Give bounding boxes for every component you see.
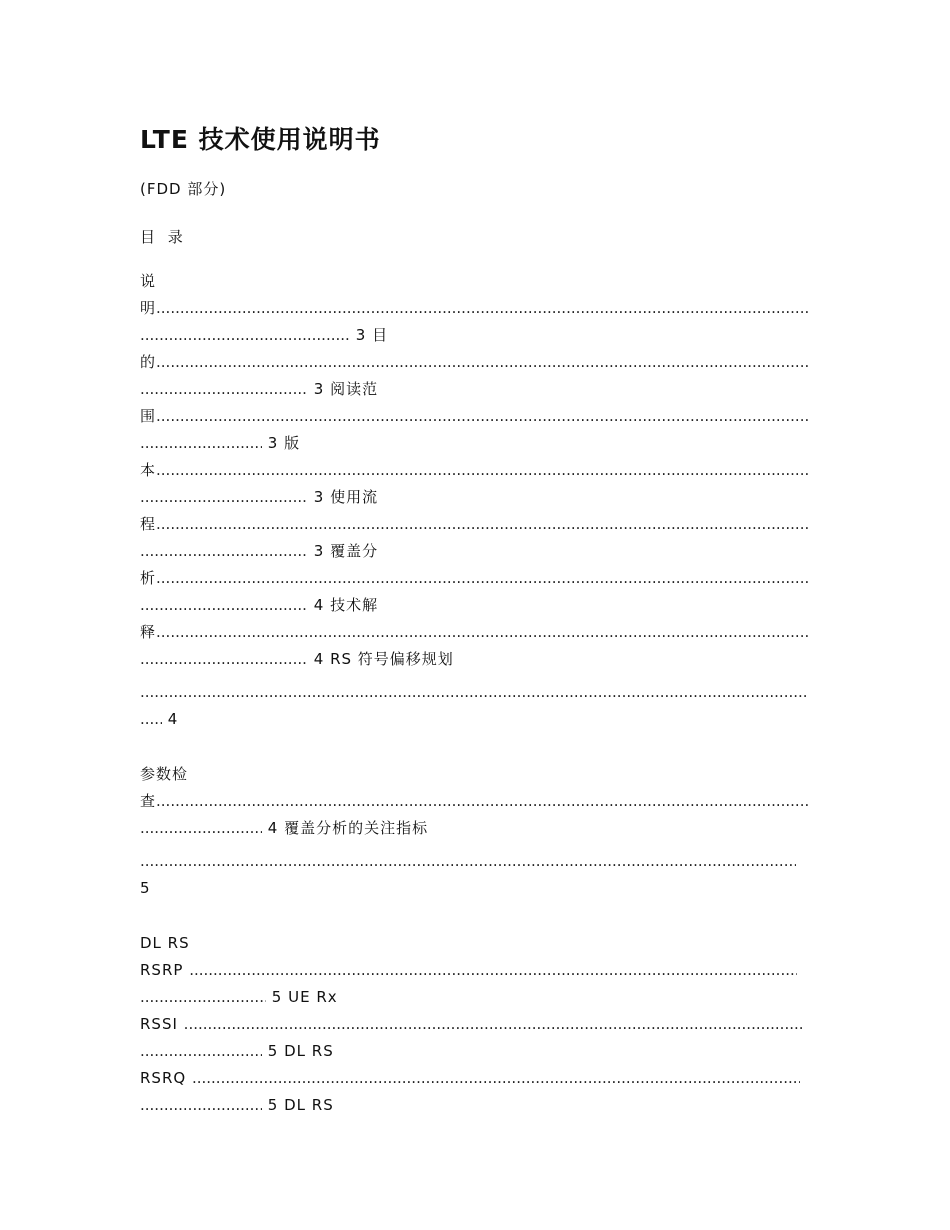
dot-leader xyxy=(140,646,308,673)
toc-line xyxy=(140,1011,810,1038)
toc-line xyxy=(140,403,810,430)
dot-leader xyxy=(156,349,808,376)
toc-line xyxy=(140,1065,810,1092)
toc-line xyxy=(140,646,810,673)
toc-text: 3 使用流 xyxy=(313,488,379,506)
toc-line xyxy=(140,788,810,815)
toc-line xyxy=(140,706,810,733)
dot-leader xyxy=(156,403,808,430)
toc-text: 3 版 xyxy=(267,434,301,452)
toc-line xyxy=(140,984,810,1011)
toc-line xyxy=(140,484,810,511)
toc-text: 5 xyxy=(140,879,151,897)
toc-text: 本 xyxy=(140,461,157,479)
toc-line xyxy=(140,322,810,349)
document-subtitle: (FDD 部分) xyxy=(140,180,227,198)
dot-leader xyxy=(156,565,808,592)
toc-line xyxy=(140,349,810,376)
spacer xyxy=(140,902,810,930)
dot-leader xyxy=(140,679,808,706)
dot-leader xyxy=(140,322,350,349)
toc-line xyxy=(140,761,810,788)
toc-line xyxy=(140,619,810,646)
toc-text: 程 xyxy=(140,515,157,533)
table-of-contents xyxy=(140,268,810,1119)
document-title: LTE 技术使用说明书 xyxy=(140,125,381,154)
dot-leader xyxy=(184,1011,802,1038)
toc-text: 4 技术解 xyxy=(313,596,379,614)
toc-line xyxy=(140,268,810,295)
toc-text: 5 DL RS xyxy=(267,1042,334,1060)
dot-leader xyxy=(140,1038,262,1065)
toc-text: 5 UE Rx xyxy=(271,988,338,1006)
toc-text: 说 xyxy=(140,272,157,290)
dot-leader xyxy=(140,815,262,842)
toc-text: 3 覆盖分 xyxy=(313,542,379,560)
toc-text: 参数检 xyxy=(140,765,189,783)
toc-text: RSRP xyxy=(140,961,184,979)
toc-line xyxy=(140,430,810,457)
toc-text: 5 DL RS xyxy=(267,1096,334,1114)
spacer xyxy=(140,733,810,761)
dot-leader xyxy=(192,1065,800,1092)
toc-line xyxy=(140,511,810,538)
toc-text: 4 覆盖分析的关注指标 xyxy=(267,819,429,837)
toc-line xyxy=(140,376,810,403)
toc-text: 明 xyxy=(140,299,157,317)
toc-heading: 目 录 xyxy=(140,228,187,246)
toc-line xyxy=(140,930,810,957)
dot-leader xyxy=(156,619,808,646)
dot-leader xyxy=(156,788,808,815)
dot-leader xyxy=(156,457,808,484)
toc-line xyxy=(140,957,810,984)
dot-leader xyxy=(156,295,808,322)
toc-text: 的 xyxy=(140,353,157,371)
toc-text: 4 RS 符号偏移规划 xyxy=(313,650,454,668)
dot-leader xyxy=(140,538,308,565)
toc-text: 3 阅读范 xyxy=(313,380,379,398)
dot-leader xyxy=(140,592,308,619)
toc-text: RSRQ xyxy=(140,1069,187,1087)
toc-line xyxy=(140,457,810,484)
toc-line xyxy=(140,592,810,619)
dot-leader xyxy=(140,484,308,511)
toc-line xyxy=(140,815,810,842)
dot-leader xyxy=(140,984,266,1011)
dot-leader xyxy=(140,376,308,403)
dot-leader xyxy=(189,957,797,984)
dot-leader xyxy=(140,706,162,733)
toc-line xyxy=(140,538,810,565)
toc-text: RSSI xyxy=(140,1015,178,1033)
dot-leader xyxy=(156,511,808,538)
toc-text: DL RS xyxy=(140,934,190,952)
toc-line xyxy=(140,1092,810,1119)
toc-text: 4 xyxy=(167,710,179,728)
toc-text: 析 xyxy=(140,569,157,587)
toc-text: 查 xyxy=(140,792,157,810)
dot-leader xyxy=(140,430,262,457)
toc-line xyxy=(140,565,810,592)
toc-line xyxy=(140,679,810,706)
toc-text: 释 xyxy=(140,623,157,641)
toc-text: 3 目 xyxy=(355,326,389,344)
dot-leader xyxy=(140,1092,262,1119)
toc-line xyxy=(140,875,810,902)
toc-line xyxy=(140,1038,810,1065)
dot-leader xyxy=(140,848,796,875)
toc-line xyxy=(140,295,810,322)
toc-line xyxy=(140,848,810,875)
toc-text: 围 xyxy=(140,407,157,425)
